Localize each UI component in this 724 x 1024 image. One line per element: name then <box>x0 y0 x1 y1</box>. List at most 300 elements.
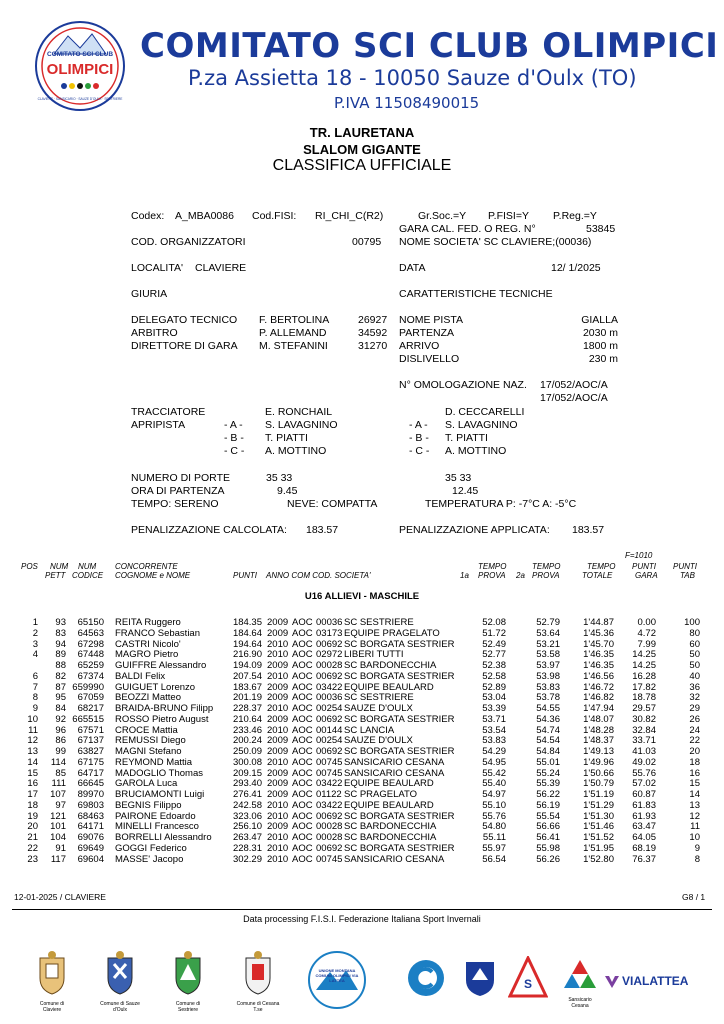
cell-societa: SAUZE D'OULX <box>344 735 413 747</box>
cell-name: ROSSO Pietro August <box>115 713 209 725</box>
cell-name: GOGGI Federico <box>115 842 187 854</box>
gr-soc: Gr.Soc.=Y <box>418 210 467 222</box>
cell-societa: SC BARDONECCHIA <box>344 832 437 843</box>
cell-anno: 2010 <box>267 670 289 682</box>
cell-anno: 2009 <box>267 660 289 671</box>
dislivello-value: 230 m <box>588 353 618 365</box>
cell-societa: EQUIPE BEAULARD <box>344 681 434 693</box>
cell-cod: 00144 <box>316 724 343 736</box>
cell-punti-tab: 9 <box>694 842 700 854</box>
pista-label: NOME PISTA <box>399 314 463 326</box>
tracciatore-1: E. RONCHAIL <box>265 406 333 418</box>
sponsor-label: UNIONE MONTANA COMUNI OLIMPICI VIA LATTEA <box>315 968 359 983</box>
unione-montana-logo-icon <box>300 950 374 1010</box>
cell-com: AOC <box>292 810 313 822</box>
cell-codice: 69604 <box>77 853 104 865</box>
cell-punti-tab: 36 <box>689 681 700 693</box>
cell-com: AOC <box>292 617 313 628</box>
cell-punti-gara: 63.47 <box>632 821 656 833</box>
porte-label: NUMERO DI PORTE <box>131 472 230 484</box>
cell-codice: 69649 <box>77 842 104 854</box>
cell-punti: 194.64 <box>232 638 262 650</box>
cell-codice: 67571 <box>77 724 104 736</box>
caratteristiche-label: CARATTERISTICHE TECNICHE <box>399 288 553 300</box>
cell-codice: 89970 <box>77 789 104 800</box>
cell-com: AOC <box>292 746 313 757</box>
official-role: ARBITRO <box>131 327 178 339</box>
cell-pett: 85 <box>55 767 66 779</box>
cell-anno: 2010 <box>267 810 289 822</box>
cell-codice: 65259 <box>77 660 104 671</box>
codex-label: Codex: <box>131 210 165 222</box>
table-row <box>0 757 724 768</box>
cell-totale: 1'51.95 <box>583 842 614 854</box>
cell-prova-1: 54.97 <box>482 789 506 800</box>
cell-prova-2: 54.84 <box>536 746 560 757</box>
table-row <box>0 725 724 736</box>
cell-punti-tab: 60 <box>689 638 700 650</box>
cell-prova-1: 52.77 <box>482 649 506 661</box>
cell-prova-2: 55.98 <box>536 842 560 854</box>
omologazione-label: N° OMOLOGAZIONE NAZ. <box>399 379 527 391</box>
cell-punti-tab: 13 <box>689 799 700 811</box>
neve: NEVE: COMPATTA <box>287 498 378 510</box>
codex-value: A_MBA0086 <box>175 210 234 222</box>
col-pett: PETT <box>45 571 66 580</box>
cell-prova-2: 56.66 <box>536 821 560 833</box>
cell-totale: 1'48.37 <box>583 735 614 747</box>
cell-punti-tab: 11 <box>690 821 700 833</box>
cell-cod: 00028 <box>316 832 343 843</box>
cell-anno: 2009 <box>267 746 289 757</box>
cell-prova-1: 53.83 <box>482 735 506 747</box>
pen-applicata-label: PENALIZZAZIONE APPLICATA: <box>399 524 550 536</box>
cell-punti-tab: 32 <box>689 692 700 704</box>
logo-text-bottom: CLAVIERE · SANSICARIO · SAUZE D'OULX · SESTRIERE <box>37 97 123 101</box>
cell-cod: 00692 <box>316 638 343 650</box>
cell-pos: 19 <box>27 810 38 822</box>
cell-com: AOC <box>292 832 313 843</box>
cell-prova-1: 54.95 <box>482 756 506 768</box>
data-value: 12/ 1/2025 <box>551 262 601 274</box>
cell-punti-tab: 24 <box>689 724 700 736</box>
cell-prova-2: 54.54 <box>536 735 560 747</box>
table-row <box>0 735 724 746</box>
cell-totale: 1'46.35 <box>583 649 614 661</box>
cell-codice: 67059 <box>77 692 104 704</box>
cell-prova-2: 55.54 <box>536 810 560 822</box>
cell-name: REMUSSI Diego <box>115 735 186 747</box>
ora-partenza-2: 12.45 <box>452 485 479 497</box>
cell-punti-gara: 61.83 <box>632 799 656 811</box>
cell-totale: 1'46.72 <box>583 681 614 693</box>
pista-value: GIALLA <box>581 314 618 326</box>
cell-totale: 1'47.94 <box>583 703 614 714</box>
cell-anno: 2010 <box>267 638 289 650</box>
apripista-name: A. MOTTINO <box>445 445 507 457</box>
pen-calcolata-value: 183.57 <box>306 524 339 536</box>
cell-prova-2: 56.26 <box>536 853 560 865</box>
cell-com: AOC <box>292 681 313 693</box>
apripista-key: - C - <box>224 445 245 457</box>
cell-punti-tab: 12 <box>689 810 700 822</box>
cell-prova-2: 53.21 <box>536 638 560 650</box>
cell-societa: SC SESTRIERE <box>344 617 414 628</box>
cell-totale: 1'51.46 <box>583 821 614 833</box>
cell-societa: LIBERI TUTTI <box>344 649 404 661</box>
dislivello-label: DISLIVELLO <box>399 353 460 365</box>
cell-com: AOC <box>292 692 313 704</box>
cell-com: AOC <box>292 627 313 639</box>
cell-anno: 2009 <box>267 767 289 779</box>
gara-cal-number: 53845 <box>586 223 616 235</box>
cell-pett: 87 <box>55 681 66 693</box>
table-row <box>0 789 724 800</box>
cell-pos: 3 <box>32 638 38 650</box>
official-name: M. STEFANINI <box>259 340 328 352</box>
cell-prova-2: 53.58 <box>536 649 560 661</box>
cell-codice: 67175 <box>77 756 104 768</box>
cell-cod: 00036 <box>316 692 343 704</box>
cell-anno: 2009 <box>267 713 289 725</box>
ora-partenza-1: 9.45 <box>277 485 298 497</box>
cell-anno: 2009 <box>267 617 289 628</box>
cell-prova-2: 54.74 <box>536 724 560 736</box>
data-label: DATA <box>399 262 426 274</box>
col-punti: PUNTI <box>233 571 257 580</box>
localita-label: LOCALITA' <box>131 262 183 274</box>
cell-totale: 1'48.28 <box>583 724 614 736</box>
cell-pett: 94 <box>55 638 66 650</box>
cell-codice: 67374 <box>77 670 104 682</box>
cell-com: AOC <box>292 638 313 650</box>
sponsor-label: Comune di Claviere <box>39 1001 65 1013</box>
table-row <box>0 628 724 639</box>
cell-punti-tab: 22 <box>689 735 700 747</box>
cell-cod: 00692 <box>316 670 343 682</box>
cell-codice: 665515 <box>72 713 104 725</box>
table-row <box>0 649 724 660</box>
col-2a: 2a <box>516 571 525 580</box>
sponsor-label: Sansicario Cesana <box>568 997 592 1009</box>
cell-com: AOC <box>292 842 313 854</box>
cell-com: AOC <box>292 660 313 671</box>
cell-cod: 00028 <box>316 660 343 671</box>
club-title: COMITATO SCI CLUB OLIMPICI <box>140 26 719 66</box>
cell-codice: 65150 <box>77 617 104 628</box>
cell-totale: 1'49.13 <box>583 746 614 757</box>
cell-prova-1: 55.97 <box>482 842 506 854</box>
cell-codice: 659990 <box>72 681 104 693</box>
table-row <box>0 671 724 682</box>
cell-punti-gara: 60.87 <box>632 789 656 800</box>
cell-name: MAGNI Stefano <box>115 746 182 757</box>
cell-societa: SC PRAGELATO <box>344 789 418 800</box>
cell-anno: 2009 <box>267 778 289 790</box>
cell-punti: 300.08 <box>232 756 262 768</box>
cell-name: BRAIDA-BRUNO Filipp <box>115 703 214 714</box>
apripista-name: T. PIATTI <box>265 432 308 444</box>
tempo-meteo: TEMPO: SERENO <box>131 498 219 510</box>
table-row <box>0 746 724 757</box>
col-num2: NUM <box>78 562 97 571</box>
cell-pos: 9 <box>32 703 38 714</box>
table-row <box>0 660 724 671</box>
cell-name: GUIGUET Lorenzo <box>115 681 196 693</box>
cell-prova-1: 53.39 <box>482 703 506 714</box>
cell-punti-gara: 30.82 <box>632 713 656 725</box>
cell-cod: 02972 <box>316 649 343 661</box>
cell-pos: 15 <box>27 767 38 779</box>
cell-punti-tab: 20 <box>689 746 700 757</box>
table-row <box>0 800 724 811</box>
cell-name: FRANCO Sebastian <box>115 627 201 639</box>
cell-societa: SC BARDONECCHIA <box>344 821 437 833</box>
cell-cod: 00692 <box>316 713 343 725</box>
table-row <box>0 778 724 789</box>
table-row <box>0 832 724 843</box>
cell-societa: EQUIPE BEAULARD <box>344 778 434 790</box>
cell-societa: SC BARDONECCHIA <box>344 660 437 671</box>
table-row <box>0 714 724 725</box>
cell-punti: 210.64 <box>232 713 262 725</box>
discipline: SLALOM GIGANTE <box>303 142 421 157</box>
col-concorrente: CONCORRENTE <box>115 562 178 571</box>
cell-societa: SC BORGATA SESTRIER <box>344 842 455 854</box>
sponsor-label: VIALATTEA <box>622 974 689 988</box>
cell-prova-2: 53.64 <box>536 627 560 639</box>
cell-pos: 16 <box>27 778 38 790</box>
cell-pos: 12 <box>27 735 38 747</box>
cell-punti-gara: 76.37 <box>632 853 656 865</box>
official-code: 26927 <box>358 314 388 326</box>
cell-pos: 7 <box>32 681 38 693</box>
cell-punti-gara: 4.72 <box>637 627 656 639</box>
cell-totale: 1'46.35 <box>583 660 614 671</box>
cell-name: CROCE Mattia <box>115 724 178 736</box>
col-tab: TAB <box>680 571 695 580</box>
cell-punti: 201.19 <box>232 692 262 704</box>
cell-punti: 228.37 <box>232 703 262 714</box>
cell-societa: SC BORGATA SESTRIER <box>344 713 455 725</box>
cell-pett: 97 <box>55 799 66 811</box>
col-prova-1: PROVA <box>478 571 506 580</box>
cell-punti: 184.35 <box>232 617 262 628</box>
cell-punti: 207.54 <box>232 670 262 682</box>
cell-prova-1: 52.08 <box>482 617 506 628</box>
col-gara: GARA <box>635 571 658 580</box>
cell-punti-tab: 10 <box>689 832 700 843</box>
cod-org-value: 00795 <box>352 236 382 248</box>
cell-cod: 00254 <box>316 735 343 747</box>
table-row <box>0 617 724 628</box>
cell-punti-gara: 41.03 <box>632 746 656 757</box>
svg-text:S: S <box>523 977 533 991</box>
cell-com: AOC <box>292 735 313 747</box>
cell-punti-tab: 16 <box>689 767 700 779</box>
table-row <box>0 639 724 650</box>
nome-societa: NOME SOCIETA' SC CLAVIERE;(00036) <box>399 236 592 248</box>
cell-anno: 2010 <box>267 724 289 736</box>
temperatura: TEMPERATURA P: -7°C A: -5°C <box>425 498 577 510</box>
apripista-key: - C - <box>409 445 430 457</box>
cell-prova-2: 55.24 <box>536 767 560 779</box>
cell-punti-gara: 7.99 <box>637 638 656 650</box>
col-pos: POS <box>21 562 38 571</box>
cell-prova-1: 55.40 <box>482 778 506 790</box>
cell-cod: 00745 <box>316 767 343 779</box>
cell-pos: 1 <box>32 617 38 628</box>
cell-pett: 114 <box>50 756 66 768</box>
cell-pett: 91 <box>55 842 66 854</box>
race-name: TR. LAURETANA <box>309 125 415 140</box>
cell-pos: 13 <box>27 746 38 757</box>
cell-punti-tab: 80 <box>689 627 700 639</box>
vialattea-logo-icon <box>604 974 704 994</box>
sansicario-cesana-logo-icon <box>560 958 600 1008</box>
cell-com: AOC <box>292 767 313 779</box>
tracciatore-label: TRACCIATORE <box>131 406 206 418</box>
cell-pos: 8 <box>32 692 38 704</box>
cell-pett: 93 <box>55 617 66 628</box>
cell-pos: 14 <box>27 756 38 768</box>
cell-prova-1: 54.29 <box>482 746 506 757</box>
apripista-name: A. MOTTINO <box>265 445 327 457</box>
cell-pett: 82 <box>55 670 66 682</box>
cell-pos: 18 <box>27 799 38 811</box>
cell-cod: 03173 <box>316 627 343 639</box>
cell-prova-1: 55.76 <box>482 810 506 822</box>
official-role: DIRETTORE DI GARA <box>131 340 238 352</box>
cell-codice: 64171 <box>77 821 104 833</box>
apripista-name: S. LAVAGNINO <box>265 419 338 431</box>
cell-name: BEGNIS Filippo <box>115 799 182 811</box>
cell-totale: 1'51.29 <box>583 799 614 811</box>
cell-societa: SC BORGATA SESTRIER <box>344 670 455 682</box>
cell-punti-gara: 14.25 <box>632 660 656 671</box>
cell-anno: 2009 <box>267 821 289 833</box>
cell-codice: 69803 <box>77 799 104 811</box>
cell-name: REYMOND Mattia <box>115 756 193 768</box>
cell-prova-2: 53.83 <box>536 681 560 693</box>
cell-punti-tab: 18 <box>689 756 700 768</box>
partenza-value: 2030 m <box>582 327 618 339</box>
cell-totale: 1'45.36 <box>583 627 614 639</box>
cell-name: MADOGLIO Thomas <box>115 767 203 779</box>
cell-name: BRUCIAMONTI Luigi <box>115 789 205 800</box>
table-row <box>0 821 724 832</box>
cell-anno: 2010 <box>267 649 289 661</box>
cell-prova-1: 53.04 <box>482 692 506 704</box>
cell-prova-1: 52.49 <box>482 638 506 650</box>
cell-name: GAROLA Luca <box>115 778 178 790</box>
cell-name: MAGRO Pietro <box>115 649 179 661</box>
claviere-crest-icon <box>32 950 72 1013</box>
cell-com: AOC <box>292 713 313 725</box>
cell-punti-gara: 61.93 <box>632 810 656 822</box>
data-processing: Data processing F.I.S.I. Federazione Italiana Sport Invernali <box>243 914 481 924</box>
official-name: P. ALLEMAND <box>259 327 327 339</box>
cell-punti: 242.58 <box>232 799 262 811</box>
official-name: F. BERTOLINA <box>259 314 330 326</box>
cell-societa: SC LANCIA <box>344 724 395 736</box>
cell-punti: 200.24 <box>232 735 262 747</box>
cell-prova-1: 55.10 <box>482 799 506 811</box>
porte-1: 35 33 <box>266 472 293 484</box>
cell-prova-2: 55.01 <box>536 756 560 768</box>
cell-totale: 1'50.66 <box>583 767 614 779</box>
cell-punti-gara: 68.19 <box>632 842 656 854</box>
cell-codice: 63827 <box>77 746 104 757</box>
cell-com: AOC <box>292 799 313 811</box>
cell-codice: 67298 <box>77 638 104 650</box>
official-code: 31270 <box>358 340 388 352</box>
cell-punti-tab: 26 <box>689 713 700 725</box>
cell-societa: SC BORGATA SESTRIER <box>344 638 455 650</box>
cell-punti-gara: 0.00 <box>637 617 656 628</box>
sauze-crest-icon <box>98 950 142 1013</box>
cell-totale: 1'51.19 <box>583 789 614 800</box>
cell-cod: 00692 <box>316 746 343 757</box>
cell-codice: 64563 <box>77 627 104 639</box>
cell-prova-2: 53.98 <box>536 670 560 682</box>
cell-pett: 86 <box>55 735 66 747</box>
cell-punti-gara: 16.28 <box>632 670 656 682</box>
cell-pett: 92 <box>55 713 66 725</box>
cell-cod: 00745 <box>316 853 343 865</box>
cell-cod: 00692 <box>316 810 343 822</box>
table-row <box>0 692 724 703</box>
arrivo-value: 1800 m <box>582 340 618 352</box>
cell-punti: 233.46 <box>232 724 262 736</box>
cell-prova-2: 54.55 <box>536 703 560 714</box>
cell-pos: 17 <box>27 789 38 800</box>
category-title: U16 ALLIEVI - MASCHILE <box>304 591 420 602</box>
club-vat: P.IVA 11508490015 <box>334 94 480 112</box>
cell-name: MINELLI Francesco <box>115 821 199 833</box>
col-punti-tab: PUNTI <box>673 562 697 571</box>
cell-com: AOC <box>292 703 313 714</box>
cod-org-label: COD. ORGANIZZATORI <box>131 236 246 248</box>
cell-name: MASSE' Jacopo <box>115 853 184 865</box>
apripista-name: T. PIATTI <box>445 432 488 444</box>
sponsor-label: Comune di Sestriere <box>175 1001 201 1013</box>
cell-name: BEOZZI Matteo <box>115 692 181 704</box>
partenza-label: PARTENZA <box>399 327 455 339</box>
cell-pett: 89 <box>55 649 66 661</box>
cell-pett: 99 <box>55 746 66 757</box>
cell-codice: 69076 <box>77 832 104 843</box>
cell-prova-1: 56.54 <box>482 853 506 865</box>
col-num: NUM <box>50 562 69 571</box>
cell-punti-tab: 14 <box>689 789 700 800</box>
cell-punti-gara: 32.84 <box>632 724 656 736</box>
cell-anno: 2010 <box>267 842 289 854</box>
cell-pos: 22 <box>27 842 38 854</box>
cell-punti-gara: 64.05 <box>632 832 656 843</box>
cell-totale: 1'50.79 <box>583 778 614 790</box>
p-reg: P.Reg.=Y <box>553 210 597 222</box>
cell-punti: 228.31 <box>232 842 262 854</box>
table-row <box>0 854 724 865</box>
apripista-label: APRIPISTA <box>131 419 186 431</box>
cell-punti: 209.15 <box>232 767 262 779</box>
cell-name: PAIRONE Edoardo <box>115 810 196 822</box>
cell-cod: 01122 <box>316 789 342 800</box>
cell-cod: 03422 <box>316 799 343 811</box>
col-tempo-tot: TEMPO <box>587 562 616 571</box>
cell-pett: 84 <box>55 703 66 714</box>
